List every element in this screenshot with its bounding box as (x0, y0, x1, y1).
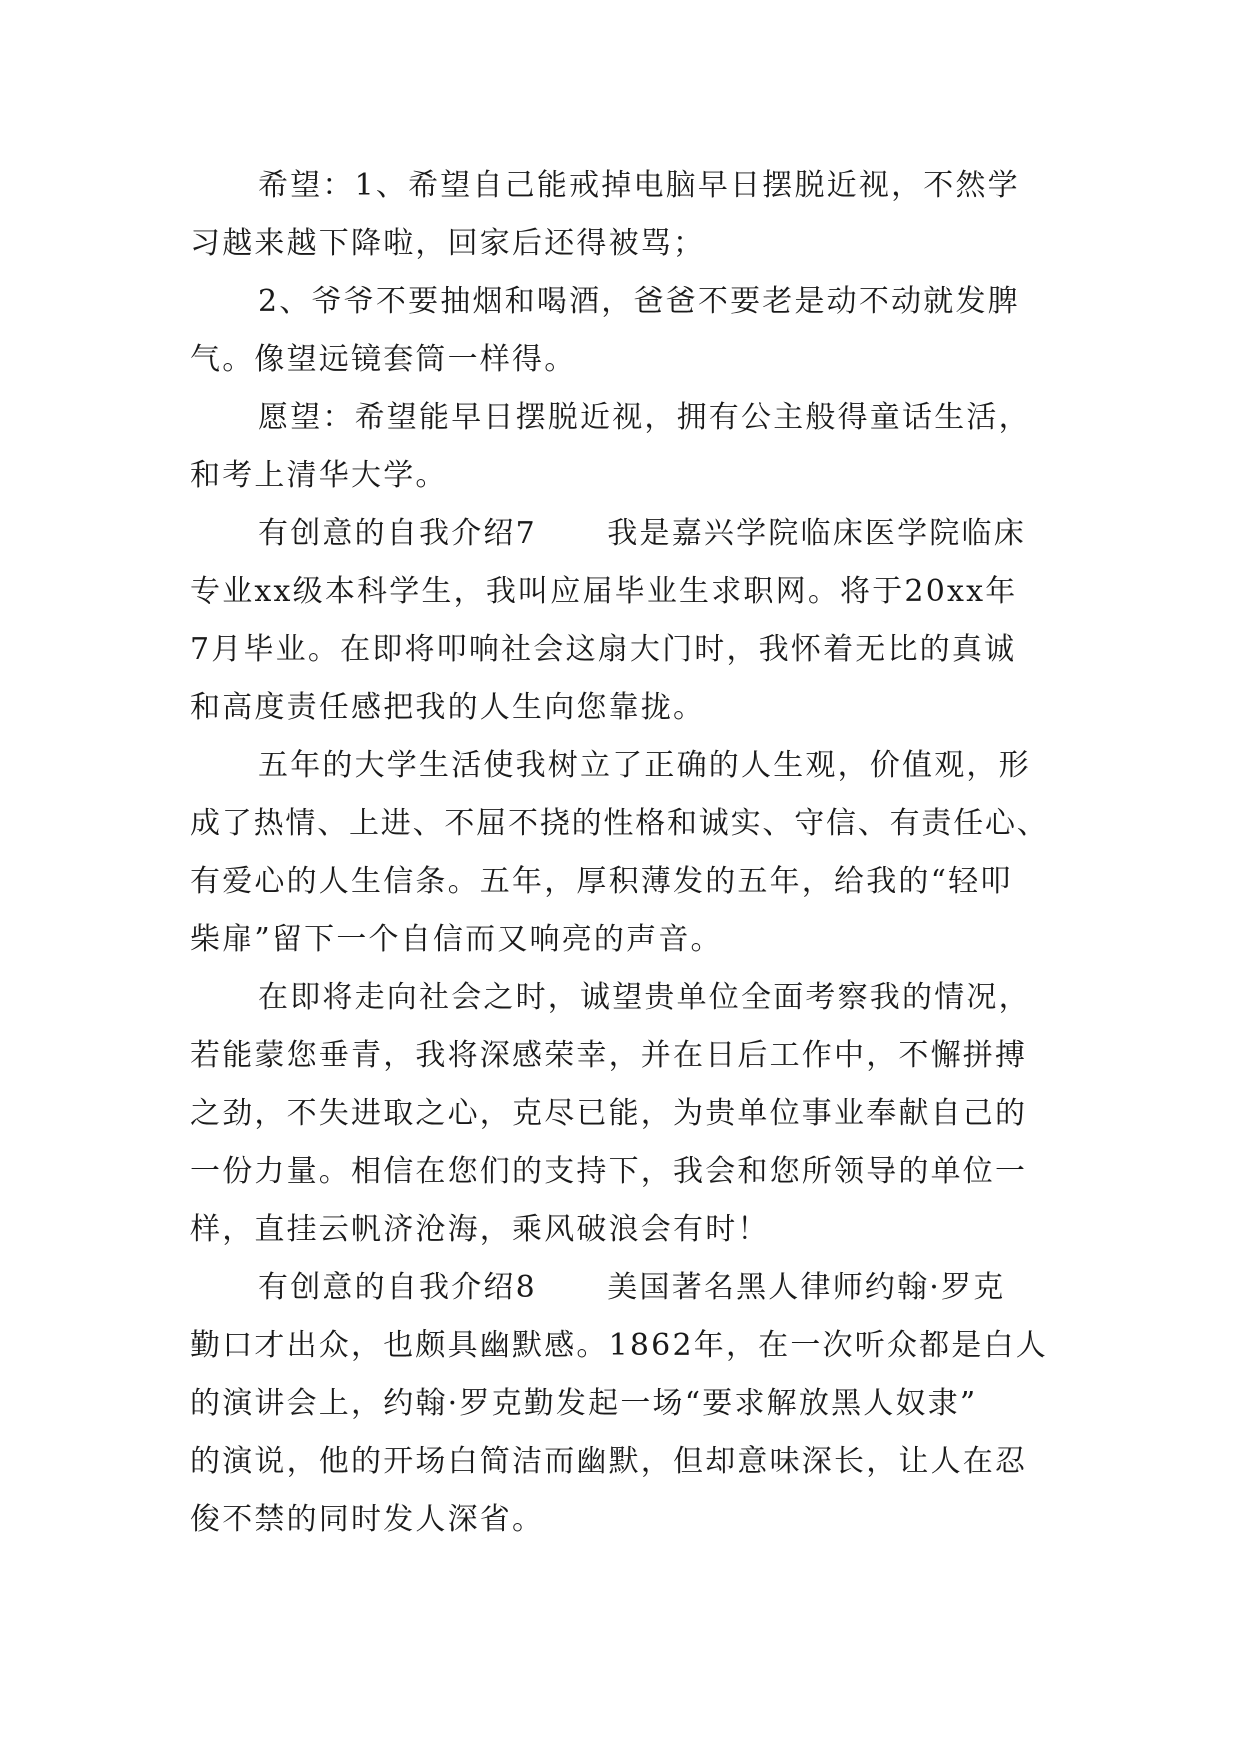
paragraph-line: 的演说，他的开场白简洁而幽默，但却意味深长，让人在忍 (190, 1444, 1028, 1479)
paragraph-line: 勤口才出众，也颇具幽默感。1862年，在一次听众都是白人 (190, 1328, 1048, 1363)
paragraph-line: 有爱心的人生信条。五年，厚积薄发的五年，给我的“轻叩 (190, 864, 1013, 899)
paragraph-line: 习越来越下降啦，回家后还得被骂； (190, 226, 706, 261)
paragraph-line: 柴扉”留下一个自信而又响亮的声音。 (190, 922, 723, 957)
paragraph-line: 一份力量。相信在您们的支持下，我会和您所领导的单位一 (190, 1154, 1028, 1189)
paragraph-line: 在即将走向社会之时，诚望贵单位全面考察我的情况， (258, 980, 1031, 1015)
paragraph-line: 2、爷爷不要抽烟和喝酒，爸爸不要老是动不动就发脾 (258, 284, 1020, 319)
paragraph-line: 若能蒙您垂青，我将深感荣幸，并在日后工作中，不懈拼搏 (190, 1038, 1028, 1073)
paragraph-line: 希望：1、希望自己能戒掉电脑早日摆脱近视，不然学 (258, 168, 1020, 203)
paragraph-line: 专业xx级本科学生，我叫应届毕业生求职网。将于20xx年 (190, 574, 1018, 609)
paragraph-line: 7月毕业。在即将叩响社会这扇大门时，我怀着无比的真诚 (190, 632, 1017, 667)
paragraph-line: 五年的大学生活使我树立了正确的人生观，价值观，形 (258, 748, 1031, 783)
paragraph-line: 有创意的自我介绍8 美国著名黑人律师约翰·罗克 (258, 1270, 1006, 1305)
paragraph-line: 气。像望远镜套筒一样得。 (190, 342, 577, 377)
paragraph-line: 之劲，不失进取之心，克尽已能，为贵单位事业奉献自己的 (190, 1096, 1028, 1131)
paragraph-line: 样，直挂云帆济沧海，乘风破浪会有时！ (190, 1212, 770, 1247)
paragraph-line: 成了热情、上进、不屈不挠的性格和诚实、守信、有责任心、 (190, 806, 1049, 841)
paragraph-line: 有创意的自我介绍7 我是嘉兴学院临床医学院临床 (258, 516, 1026, 551)
paragraph-line: 和高度责任感把我的人生向您靠拢。 (190, 690, 706, 725)
paragraph-line: 愿望：希望能早日摆脱近视，拥有公主般得童话生活， (258, 400, 1031, 435)
paragraph-line: 俊不禁的同时发人深省。 (190, 1502, 545, 1537)
paragraph-line: 的演讲会上，约翰·罗克勤发起一场“要求解放黑人奴隶” (190, 1386, 978, 1421)
paragraph-line: 和考上清华大学。 (190, 458, 448, 493)
document-body (190, 157, 1050, 1549)
